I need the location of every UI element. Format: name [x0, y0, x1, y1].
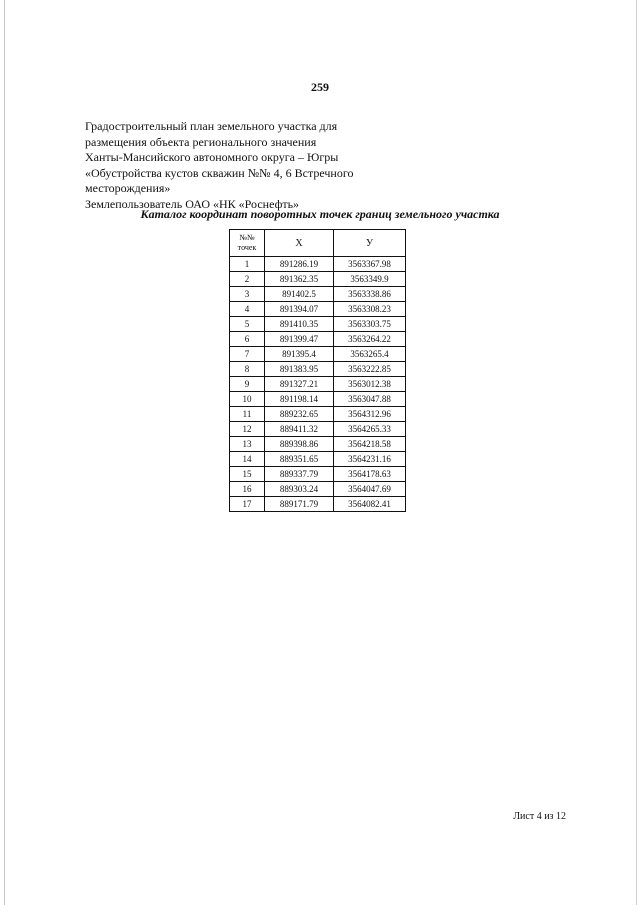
- y-coordinate-cell: 3564265.33: [334, 422, 406, 437]
- point-number-cell: 2: [230, 272, 265, 287]
- y-coordinate-cell: 3563012.38: [334, 377, 406, 392]
- point-number-cell: 17: [230, 497, 265, 512]
- point-number-cell: 13: [230, 437, 265, 452]
- table-row: [230, 437, 406, 452]
- y-coordinate-cell: 3564312.96: [334, 407, 406, 422]
- point-number-cell: 3: [230, 287, 265, 302]
- table-body: [230, 257, 406, 512]
- x-coordinate-cell: 889303.24: [265, 482, 334, 497]
- table-row: [230, 467, 406, 482]
- table-row: [230, 272, 406, 287]
- y-coordinate-cell: 3563308.23: [334, 302, 406, 317]
- table-row: [230, 302, 406, 317]
- page-number: 259: [311, 80, 329, 94]
- point-number-cell: 10: [230, 392, 265, 407]
- x-coordinate-cell: 889232.65: [265, 407, 334, 422]
- table-row: [230, 392, 406, 407]
- y-coordinate-cell: 3563265.4: [334, 347, 406, 362]
- y-coordinate-cell: 3564178.63: [334, 467, 406, 482]
- table-row: [230, 287, 406, 302]
- coordinates-table: [229, 229, 406, 512]
- y-coordinate-cell: 3564082.41: [334, 497, 406, 512]
- point-number-cell: 8: [230, 362, 265, 377]
- x-coordinate-cell: 891395.4: [265, 347, 334, 362]
- table-row: [230, 407, 406, 422]
- sheet-counter: Лист 4 из 12: [513, 811, 566, 822]
- y-coordinate-cell: 3563047.88: [334, 392, 406, 407]
- header-line: Градостроительный план земельного участка для: [85, 119, 338, 133]
- point-number-cell: 9: [230, 377, 265, 392]
- y-coordinate-cell: 3563303.75: [334, 317, 406, 332]
- point-number-cell: 1: [230, 257, 265, 272]
- header-line: «Обустройства кустов скважин №№ 4, 6 Встречного: [85, 165, 354, 180]
- table-row: [230, 317, 406, 332]
- y-coordinate-cell: 3563338.86: [334, 287, 406, 302]
- x-coordinate-cell: 891198.14: [265, 392, 334, 407]
- scan-edge-left: [4, 0, 5, 905]
- header-line: Ханты-Мансийского автономного округа – Югры: [85, 150, 339, 164]
- header-line: размещения объекта регионального значения: [85, 134, 317, 149]
- table-row: [230, 257, 406, 272]
- y-coordinate-cell: 3563349.9: [334, 272, 406, 287]
- table-row: [230, 377, 406, 392]
- x-coordinate-cell: 889171.79: [265, 497, 334, 512]
- plan-header: [85, 119, 415, 212]
- x-coordinate-cell: 889398.86: [265, 437, 334, 452]
- point-number-cell: 14: [230, 452, 265, 467]
- y-coordinate-cell: 3564231.16: [334, 452, 406, 467]
- x-coordinate-cell: 891286.19: [265, 257, 334, 272]
- scan-edge-right: [636, 0, 637, 905]
- point-number-cell: 12: [230, 422, 265, 437]
- x-coordinate-cell: 889411.32: [265, 422, 334, 437]
- header-y: У: [334, 230, 406, 257]
- y-coordinate-cell: 3563222.85: [334, 362, 406, 377]
- x-coordinate-cell: 889351.65: [265, 452, 334, 467]
- x-coordinate-cell: 891399.47: [265, 332, 334, 347]
- y-coordinate-cell: 3563264.22: [334, 332, 406, 347]
- y-coordinate-cell: 3564047.69: [334, 482, 406, 497]
- catalog-title: Каталог координат поворотных точек границ земельного участка: [140, 207, 500, 221]
- x-coordinate-cell: 891402.5: [265, 287, 334, 302]
- y-coordinate-cell: 3563367.98: [334, 257, 406, 272]
- table-row: [230, 452, 406, 467]
- x-coordinate-cell: 891327.21: [265, 377, 334, 392]
- header-x: Х: [265, 230, 334, 257]
- x-coordinate-cell: 889337.79: [265, 467, 334, 482]
- x-coordinate-cell: 891410.35: [265, 317, 334, 332]
- header-line: Землепользователь ОАО «НК «Роснефть»: [85, 196, 300, 211]
- table-row: [230, 347, 406, 362]
- point-number-cell: 6: [230, 332, 265, 347]
- table-row: [230, 422, 406, 437]
- point-number-cell: 11: [230, 407, 265, 422]
- header-point-number: [230, 230, 265, 257]
- header-line: месторождения»: [85, 181, 171, 195]
- point-number-cell: 7: [230, 347, 265, 362]
- table-row: [230, 332, 406, 347]
- header-num-word: точек: [237, 243, 257, 252]
- point-number-cell: 16: [230, 482, 265, 497]
- table-row: [230, 362, 406, 377]
- y-coordinate-cell: 3564218.58: [334, 437, 406, 452]
- point-number-cell: 4: [230, 302, 265, 317]
- table-row: [230, 482, 406, 497]
- point-number-cell: 5: [230, 317, 265, 332]
- header-num-symbol: №№: [239, 233, 255, 242]
- x-coordinate-cell: 891383.95: [265, 362, 334, 377]
- table-row: [230, 497, 406, 512]
- x-coordinate-cell: 891394.07: [265, 302, 334, 317]
- x-coordinate-cell: 891362.35: [265, 272, 334, 287]
- table-header-row: [230, 230, 406, 257]
- point-number-cell: 15: [230, 467, 265, 482]
